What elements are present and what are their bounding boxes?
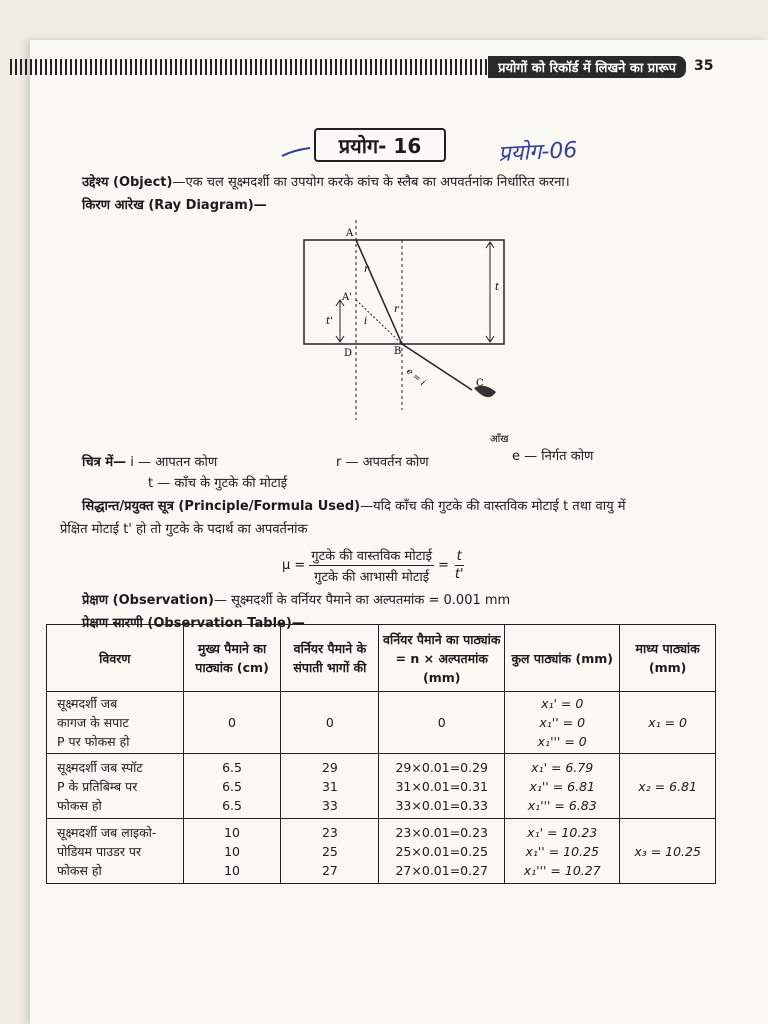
cell-value: 27 [321, 862, 338, 878]
emergent-ray [402, 344, 472, 390]
mean-reading-cell: x₂ = 6.81 [620, 754, 716, 819]
total-reading-cell [505, 692, 620, 754]
cell-value: x₁''' = 10.27 [523, 862, 601, 878]
cell-value: 23×0.01=0.23 [395, 824, 489, 840]
legend-t: t — काँच के गुटके की मोटाई [148, 476, 288, 491]
angle-label-e: e = i [404, 366, 427, 389]
formula-numerator: गुटके की वास्तविक मोटाई [309, 546, 434, 566]
refracted-ray [356, 240, 402, 344]
header-barcode-strip [10, 59, 488, 75]
cell-value: 6.5 [222, 797, 242, 813]
angle-label-i: i [364, 316, 368, 327]
table-header: वर्नियर पैमाने का पाठ्यांक = n × अल्पतमांक (mm) [379, 625, 505, 692]
row-description [47, 819, 184, 884]
cell-value: 27×0.01=0.27 [395, 862, 489, 878]
cell-value: 29 [321, 759, 338, 775]
legend-prefix: चित्र में— [82, 455, 127, 470]
desc-line: सूक्ष्मदर्शी जब लाइको- [57, 824, 157, 840]
desc-line: पोडियम पाउडर पर [57, 843, 142, 859]
cell-value: 33 [321, 797, 338, 813]
legend-i: i — आपतन कोण [130, 455, 218, 470]
angle-label-r: r [394, 304, 399, 315]
cell-value: 6.5 [222, 778, 242, 794]
vernier-div-cell [281, 692, 379, 754]
main-scale-cell [183, 692, 281, 754]
observation-text: — सूक्ष्मदर्शी के वर्नियर पैमाने का अल्पतमांक = 0.001 mm [213, 593, 511, 608]
cell-value: x₁' = 0 [541, 696, 584, 711]
table-header: विवरण [47, 625, 184, 692]
legend-r: r — अपवर्तन कोण [336, 455, 429, 470]
vernier-reading-cell [379, 692, 505, 754]
point-label-c: C [476, 378, 484, 389]
cell-value: 25×0.01=0.25 [395, 843, 489, 859]
total-reading-cell [505, 754, 620, 819]
principle-text-2: प्रेक्षित मोटाई t' हो तो गुटके के पदार्थ का अपवर्तनांक [60, 522, 308, 537]
formula-denominator: गुटके की आभासी मोटाई [314, 570, 430, 585]
main-scale-cell [183, 754, 281, 819]
total-reading-cell [505, 819, 620, 884]
table-header: माध्य पाठ्यांक (mm) [620, 625, 716, 692]
header-section-tab: प्रयोगों को रिकॉर्ड में लिखने का प्रारूप [488, 56, 686, 78]
observation-line [82, 590, 510, 608]
desc-line: सूक्ष्मदर्शी जब [57, 696, 118, 711]
cell-value: 29×0.01=0.29 [395, 759, 489, 775]
cell-value: 10 [224, 843, 240, 859]
cell-value: 33×0.01=0.33 [395, 797, 489, 813]
row-description [47, 754, 184, 819]
refractive-index-formula [282, 546, 470, 585]
cell-value: 23 [321, 824, 338, 840]
vernier-reading-cell [379, 819, 505, 884]
cell-value: 0 [228, 715, 236, 730]
table-header: मुख्य पैमाने का पाठ्यांक (cm) [183, 625, 281, 692]
vernier-reading-cell [379, 754, 505, 819]
cell-value: x₁' = 10.23 [527, 824, 598, 840]
cell-value: x₁' = 6.79 [531, 759, 594, 775]
object-label: उद्देश्य (Object) [82, 175, 173, 190]
cell-value: x₁''' = 0 [537, 734, 587, 749]
table-title: प्रेक्षण सारणी (Observation Table)— [82, 616, 305, 631]
pen-mark [280, 146, 312, 158]
main-scale-cell [183, 819, 281, 884]
formula-lhs: μ = [282, 558, 306, 573]
table-row [47, 819, 716, 884]
observation-label: प्रेक्षण (Observation) [82, 593, 214, 608]
cell-value: 10 [224, 824, 240, 840]
legend-line-1 [82, 452, 217, 470]
cell-value: 0 [325, 715, 334, 730]
cell-value: x₁'' = 0 [539, 715, 586, 730]
page-number: 35 [694, 58, 714, 74]
table-header: वर्नियर पैमाने के संपाती भागों की [281, 625, 379, 692]
point-label-b: B [394, 346, 402, 357]
observation-table [46, 624, 716, 884]
cell-value: x₁'' = 6.81 [529, 778, 595, 794]
experiment-title: प्रयोग- 16 [314, 128, 446, 162]
desc-line: सूक्ष्मदर्शी जब स्पॉट [57, 759, 143, 775]
table-header-row [47, 625, 716, 692]
desc-line: फोकस हो [57, 862, 102, 878]
mean-reading-cell: x₁ = 0 [620, 692, 716, 754]
desc-line: फोकस हो [57, 797, 102, 813]
glass-slab [304, 240, 504, 344]
page-header [10, 57, 686, 77]
cell-value: 6.5 [222, 759, 242, 775]
cell-value: 25 [321, 843, 338, 859]
eye-label: आँख [490, 434, 509, 445]
object-text: —एक चल सूक्ष्मदर्शी का उपयोग करके कांच के स्लैब का अपवर्तनांक निर्धारित करना। [172, 175, 570, 190]
row-description [47, 692, 184, 754]
point-label-a: A [346, 228, 354, 239]
cell-value: 31 [321, 778, 338, 794]
formula-rhs-numerator: t [456, 549, 462, 564]
formula-fraction-short [453, 549, 466, 582]
measure-label-t: t [495, 282, 500, 293]
ray-diagram [290, 220, 530, 450]
formula-fraction-main [309, 546, 434, 585]
principle-line-1 [82, 496, 626, 514]
desc-line: कागज के सपाट [57, 715, 129, 730]
cell-value: 0 [437, 715, 446, 730]
table-row [47, 692, 716, 754]
formula-rhs-denominator: t' [454, 567, 464, 582]
handwritten-note: प्रयोग-06 [497, 137, 578, 168]
principle-label: सिद्धान्त/प्रयुक्त सूत्र (Principle/Formula Used) [82, 499, 361, 514]
measure-label-t-prime: t' [326, 316, 333, 327]
point-label-d: D [344, 348, 353, 359]
point-label-a-prime: A' [342, 292, 352, 303]
vernier-div-cell [281, 754, 379, 819]
object-line [82, 172, 570, 190]
table-row [47, 754, 716, 819]
table-header: कुल पाठ्यांक (mm) [505, 625, 620, 692]
cell-value: x₁''' = 6.83 [527, 797, 597, 813]
cell-value: x₁'' = 10.25 [525, 843, 599, 859]
cell-value: 10 [224, 862, 240, 878]
legend-e: e — निर्गत कोण [512, 449, 594, 464]
desc-line: P पर फोकस हो [57, 734, 130, 749]
ray-diagram-label: किरण आरेख (Ray Diagram)— [82, 198, 267, 213]
formula-equals: = [437, 558, 449, 573]
vernier-div-cell [281, 819, 379, 884]
desc-line: P के प्रतिबिम्ब पर [57, 778, 138, 794]
angle-label-r-top: r [364, 264, 369, 275]
mean-reading-cell: x₃ = 10.25 [620, 819, 716, 884]
cell-value: 31×0.01=0.31 [395, 778, 489, 794]
principle-text-1: —यदि काँच की गुटके की वास्तविक मोटाई t तथा वायु में [360, 499, 626, 514]
